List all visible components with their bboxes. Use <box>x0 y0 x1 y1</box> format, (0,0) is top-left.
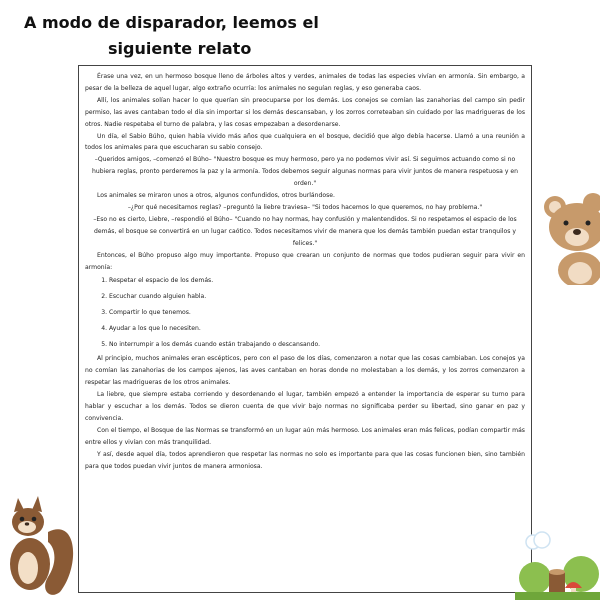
squirrel-eye-right <box>32 517 37 522</box>
story-paragraph-1: Érase una vez, en un hermoso bosque lleno de árboles altos y verdes, animales de todas las especies vivían en armonía. Sin embargo, a pesar de la belleza de aquel lugar, algo extraño ocurría: los animales no seguían reglas, y eso generaba caos. <box>85 73 525 92</box>
story-paragraph-5: Los animales se miraron unos a otros, algunos confundidos, otros burlándose. <box>97 192 335 200</box>
rule-item-2: 2. Escuchar cuando alguien habla. <box>109 289 525 305</box>
bush-left <box>519 562 551 594</box>
story-paragraph-11: Con el tiempo, el Bosque de las Normas se transformó en un lugar aún más hermoso. Los animales eran más felices, podían compartir más entre ellos y vivían con más tranquilidad. <box>85 426 525 446</box>
bear-eye-left <box>564 221 569 226</box>
rules-list <box>85 273 525 353</box>
bear-illustration <box>535 185 600 285</box>
squirrel-ear-left <box>14 498 24 512</box>
forest-scene-illustration <box>515 528 600 600</box>
stump-top <box>549 569 565 575</box>
squirrel-ear-right <box>32 496 42 512</box>
rule-item-4: 4. Ayudar a los que lo necesiten. <box>109 321 525 337</box>
story-paragraph-9: Al principio, muchos animales eran escépticos, pero con el paso de los días, comenzaron a notar que las cosas cambiaban. Los conejos ya no comían las zanahorias de los campos ajenos, las aves cantaban en horas donde no molestaban a los demás, y los zorros comenzaron a respetar las madrigueras de los otros animales. <box>85 355 525 387</box>
story-paragraph-12: Y así, desde aquel día, todos aprendieron que respetar las normas no solo es importante para que las cosas funcionen bien, sino también para que todos puedan vivir juntos de manera armoniosa. <box>85 450 525 470</box>
rule-item-1: 1. Respetar el espacio de los demás. <box>109 273 525 289</box>
rule-item-5: 5. No interrumpir a los demás cuando están trabajando o descansando. <box>109 337 525 353</box>
story-paragraph-3: Un día, el Sabio Búho, quien había vivido más años que cualquiera en el bosque, decidió que algo debía hacerse. Llamó a una reunión a todos los animales para que escucharan su sabio consejo. <box>85 132 525 152</box>
bear-belly <box>568 262 592 284</box>
story-paragraph-6: –¿Por qué necesitamos reglas? –preguntó la liebre traviesa– "Si todos hacemos lo que queremos, no hay problema." <box>127 203 483 211</box>
story-box <box>78 65 532 593</box>
bear-eye-right <box>586 221 591 226</box>
squirrel-illustration <box>0 482 78 600</box>
story-paragraph-4: –Queridos amigos, –comenzó el Búho– "Nuestro bosque es muy hermoso, pero ya no podemos vivir así. Si seguimos actuando como si no hubiera reglas, pronto perderemos la paz y la armonía. Todos debemos seguir algunas normas para vivir juntos de manera respetuosa y en orden." <box>92 156 518 188</box>
squirrel-eye-left <box>20 517 25 522</box>
grass-ground <box>515 592 600 600</box>
story-paragraph-10: La liebre, que siempre estaba corriendo y desordenando el lugar, también empezó a entender la importancia de esperar su turno para hablar y escuchar a los demás. Todos se dieron cuenta de que vivir bajo normas no significaba perder su libertad, sino ganar en paz y convivencia. <box>85 391 525 422</box>
title-line-2: siguiente relato <box>108 39 252 58</box>
rule-item-3: 3. Compartir lo que tenemos. <box>109 305 525 321</box>
page-title <box>0 10 340 62</box>
squirrel-nose <box>25 522 29 525</box>
story-paragraph-7: –Eso no es cierto, Liebre, –respondió el Búho– "Cuando no hay normas, hay confusión y malentendidos. Si no respetamos el espacio de los demás, el bosque se convertirá en un lugar caótico. Todos necesitamos vivir de manera que los demás también puedan estar tranquilos y felices." <box>93 215 517 247</box>
cloud-icon-part <box>534 532 550 548</box>
story-paragraph-8: Entonces, el Búho propuso algo muy importante. Propuso que crearan un conjunto de normas que todos pudieran seguir para vivir en armonía: <box>85 251 525 271</box>
title-line-1: A modo de disparador, leemos el <box>24 13 319 32</box>
bear-nose <box>573 229 581 235</box>
squirrel-belly <box>18 552 38 584</box>
story-paragraph-2: Allí, los animales solían hacer lo que querían sin preocuparse por los demás. Los conejos se comían las zanahorias del campo sin pedir permiso, las aves cantaban todo el día sin importar si los demás descansaban, y los zorros correteaban sin cuidado por las madrigueras de los otros. Nadie respetaba el turno de palabra, y las cosas empezaban a desordenarse. <box>85 96 525 128</box>
